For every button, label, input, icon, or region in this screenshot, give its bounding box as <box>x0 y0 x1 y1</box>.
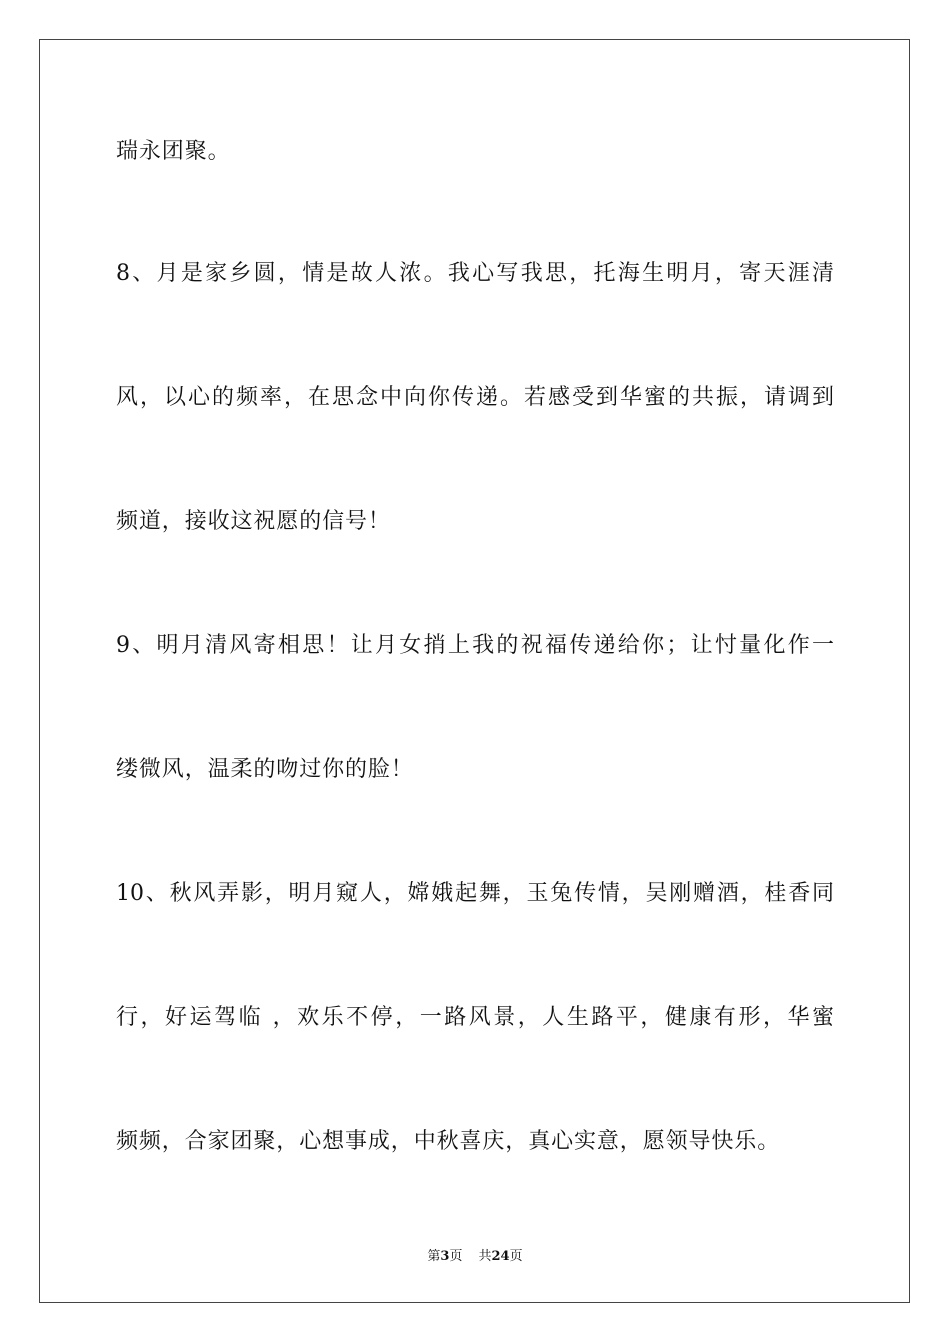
text-line: 频频，合家团聚，心想事成，中秋喜庆，真心实意，愿领导快乐。 <box>116 1129 781 1154</box>
text-line: 缕微风，温柔的吻过你的脸！ <box>116 757 414 782</box>
text-line: 风，以心的频率，在思念中向你传递。若感受到华蜜的共振，请调到 <box>116 385 834 410</box>
text-line: 8、月是家乡圆，情是故人浓。我心写我思，托海生明月，寄天涯清 <box>116 261 834 286</box>
page-suffix: 页 <box>449 1249 463 1264</box>
page-number: 3 <box>440 1249 450 1264</box>
page-prefix: 第 <box>427 1249 441 1264</box>
total-suffix: 页 <box>509 1249 523 1264</box>
text-line: 行，好运驾临 ，欢乐不停，一路风景，人生路平，健康有形，华蜜 <box>116 1005 834 1030</box>
text-line: 10、秋风弄影，明月窥人，嫦娥起舞，玉兔传情，吴刚赠酒，桂香同 <box>116 881 834 906</box>
page-footer <box>0 1248 950 1266</box>
total-prefix: 共 <box>478 1249 492 1264</box>
page-frame <box>39 39 910 1303</box>
text-line: 频道，接收这祝愿的信号！ <box>116 509 391 534</box>
total-pages: 24 <box>491 1249 510 1264</box>
text-line: 瑞永团聚。 <box>116 139 231 164</box>
text-line: 9、明月清风寄相思！让月女捎上我的祝福传递给你；让忖量化作一 <box>116 633 834 658</box>
